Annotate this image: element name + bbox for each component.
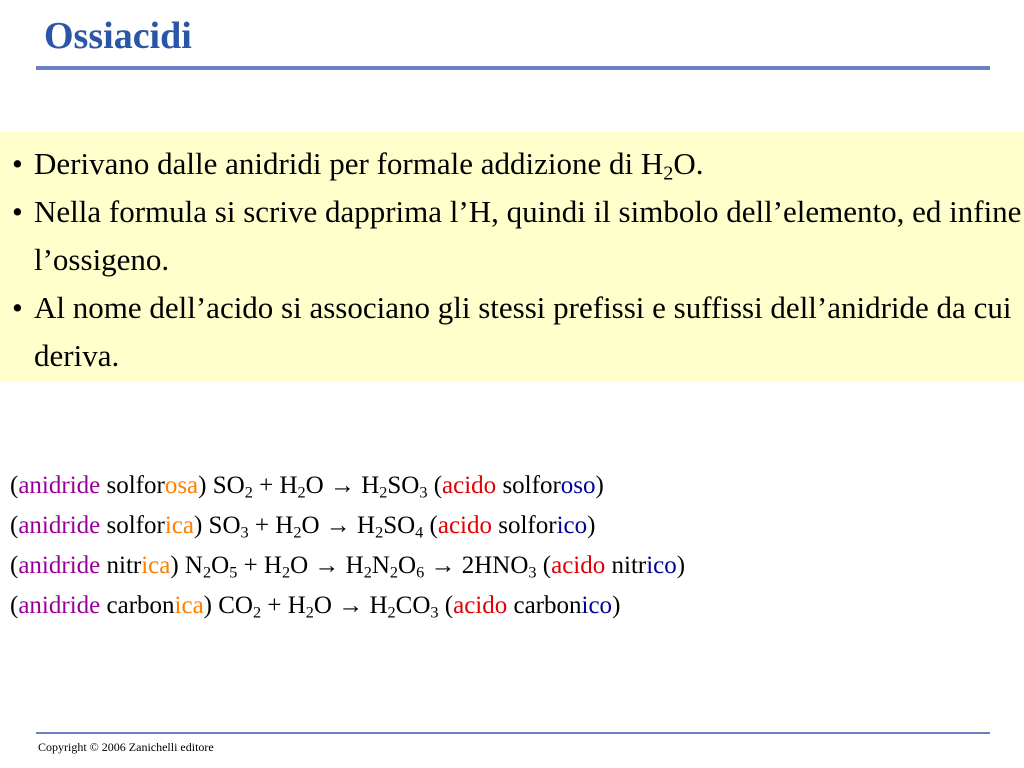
bullet-icon: • bbox=[12, 290, 23, 325]
bullet-text-3: Al nome dell’acido si associano gli stessi prefissi e suffissi dell’anidride da cui deriva. bbox=[34, 290, 1012, 373]
bullet-text-2: Nella formula si scrive dapprima l’H, quindi il simbolo dell’elemento, ed infine l’ossigeno. bbox=[34, 194, 1022, 277]
bullet-icon: • bbox=[12, 194, 23, 229]
equation-solforica: (anidride solforica) $SO_3 + H_2O \to H_2SO_4$ (acido solforico) bbox=[10, 512, 596, 542]
equation-solforosa: (anidride solforosa) $SO_2 + H_2O \to H_2SO_3$ (acido solforoso) bbox=[10, 472, 604, 502]
arrow-icon: → bbox=[430, 552, 456, 579]
equation-nitrica: (anidride nitrica) $N_2O_5 + H_2O \to H_2N_2O_6 \to 2HNO_3$ (acido nitrico) bbox=[10, 552, 686, 582]
equations-block bbox=[10, 466, 685, 626]
copyright-text: Copyright © 2006 Zanichelli editore bbox=[38, 740, 214, 754]
arrow-icon: → bbox=[314, 552, 340, 579]
footer-divider bbox=[36, 732, 990, 734]
bullet-item-2 bbox=[12, 188, 1024, 284]
arrow-icon: → bbox=[325, 512, 351, 539]
equation-carbonica: (anidride carbonica) $CO_2 + H_2O \to H_2CO_3$ (acido carbonico) bbox=[10, 592, 621, 622]
bullet-box bbox=[0, 132, 1024, 382]
arrow-icon: → bbox=[338, 592, 364, 619]
bullet-item-3 bbox=[12, 284, 1024, 380]
title-divider bbox=[36, 66, 990, 70]
slide-title: Ossiacidi bbox=[44, 15, 192, 57]
bullet-icon: • bbox=[12, 146, 23, 181]
arrow-icon: → bbox=[329, 472, 355, 499]
bullet-item-1: • Derivano dalle anidridi per formale addizione di $H_2O$. bbox=[12, 140, 1024, 188]
bullet-text-1: Derivano dalle anidridi per formale addizione di H bbox=[34, 146, 664, 181]
